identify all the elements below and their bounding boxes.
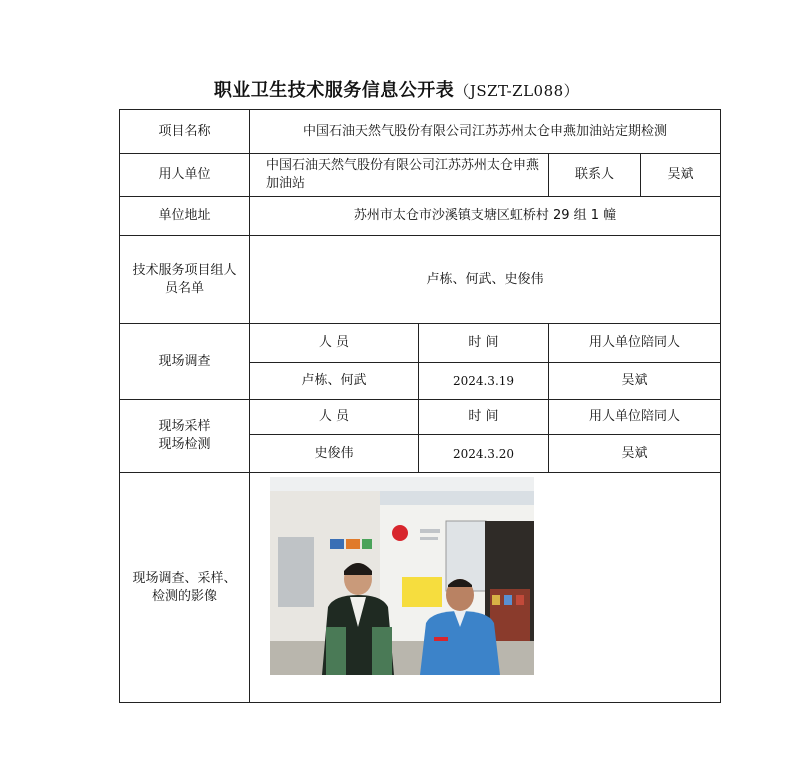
contact-cell [549,154,721,197]
survey-col-escort: 用人单位陪同人 [549,324,721,363]
project-name-label: 项目名称 [120,110,250,154]
row-photo [120,473,721,703]
sampling-label-cell [120,400,250,473]
survey-escort: 吴斌 [549,363,721,400]
contact-value: 吴斌 [667,167,694,182]
row-address [120,197,721,236]
row-project-name [120,110,721,154]
info-table [119,109,721,703]
row-sampling-header [120,400,721,435]
page-title [0,76,793,102]
address-label: 单位地址 [120,197,250,236]
sampling-col-time: 时 间 [419,400,549,435]
sampling-col-personnel: 人 员 [250,400,419,435]
contact-label: 联系人 [549,154,641,196]
title-text: 职业卫生技术服务信息公开表 [213,80,455,101]
employer-value: 中国石油天然气股份有限公司江苏苏州太仓申燕加油站 [266,158,540,191]
employer-cell [250,154,549,197]
team-label: 技术服务项目组人员名单 [132,262,237,296]
sampling-escort: 吴斌 [549,435,721,473]
photo-label: 现场调查、采样、检测的影像 [132,570,237,604]
survey-col-time: 时 间 [419,324,549,363]
survey-personnel: 卢栋、何武 [250,363,419,400]
survey-col-personnel: 人 员 [250,324,419,363]
sampling-date: 2024.3.20 [419,435,549,473]
row-team [120,236,721,324]
survey-date: 2024.3.19 [419,363,549,400]
site-photo-illustration [270,477,534,675]
row-survey-header [120,324,721,363]
site-photo [270,477,534,675]
employer-label: 用人单位 [120,154,250,197]
photo-cell [250,473,721,703]
row-employer [120,154,721,197]
survey-label: 现场调查 [120,324,250,400]
sampling-personnel: 史俊伟 [250,435,419,473]
address-value: 苏州市太仓市沙溪镇支塘区虹桥村 29 组 1 幢 [250,197,721,236]
project-name-value: 中国石油天然气股份有限公司江苏苏州太仓申燕加油站定期检测 [250,110,721,154]
sampling-col-escort: 用人单位陪同人 [549,400,721,435]
team-value: 卢栋、何武、史俊伟 [250,236,721,324]
sampling-label: 现场采样现场检测 [158,419,211,452]
title-code: （JSZT-ZL088） [454,82,580,100]
photo-label-cell [120,473,250,703]
team-label-cell [120,236,250,324]
